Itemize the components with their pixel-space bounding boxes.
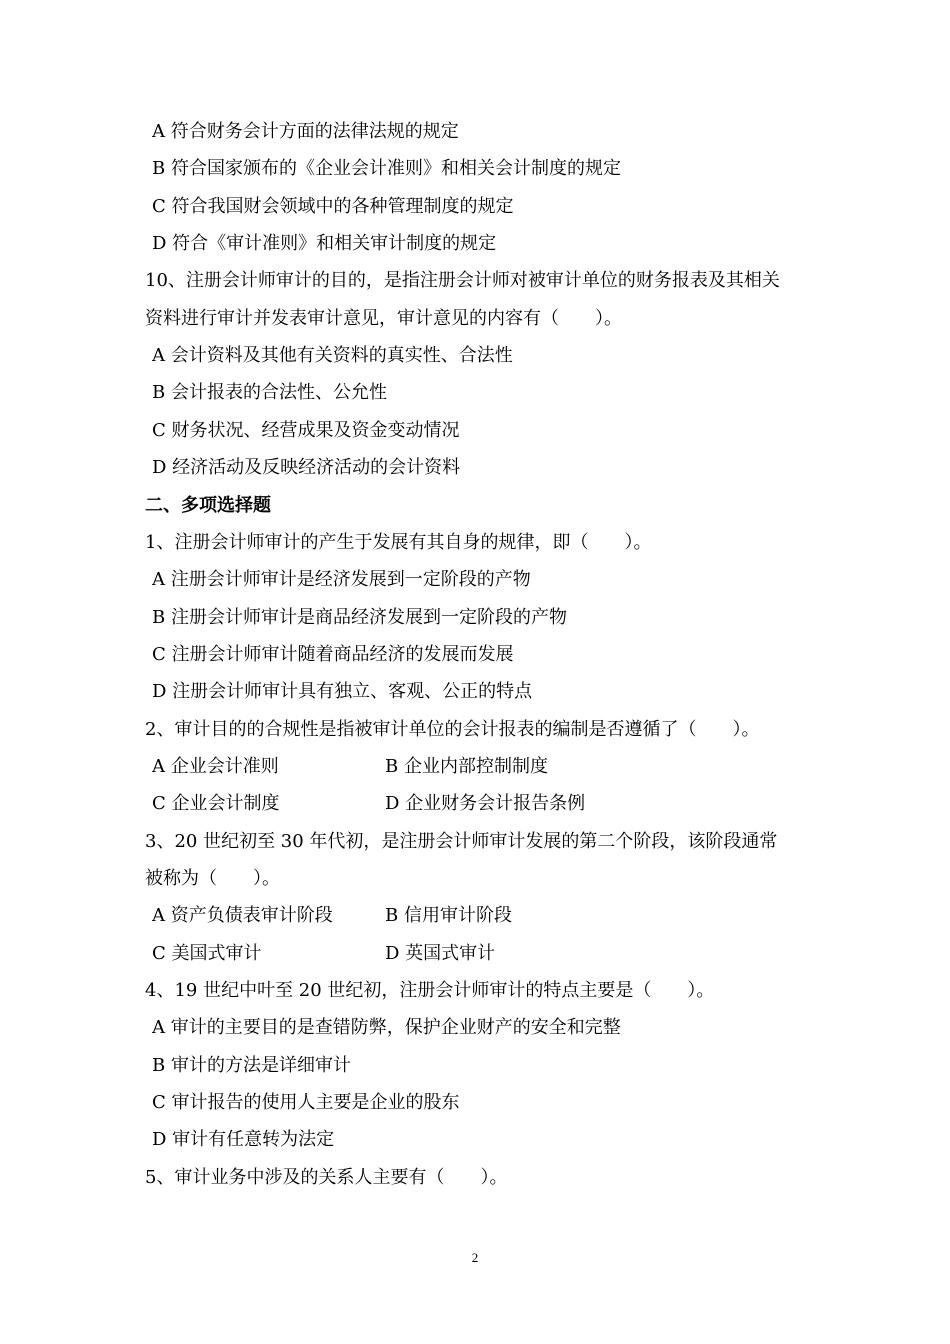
- mq5-text: 5、审计业务中涉及的关系人主要有（ ）。: [145, 1167, 508, 1188]
- mq2-option-a: A 企业会计准则: [152, 756, 279, 777]
- q9-option-c: C 符合我国财会领域中的各种管理制度的规定: [152, 196, 514, 217]
- mq4-option-b: B 审计的方法是详细审计: [152, 1055, 351, 1076]
- mq2-option-d: D 企业财务会计报告条例: [385, 793, 586, 814]
- mq3-option-a: A 资产负债表审计阶段: [152, 905, 333, 926]
- mq3-option-c: C 美国式审计: [152, 943, 262, 964]
- mq2-option-b: B 企业内部控制制度: [385, 756, 548, 777]
- mq2-option-c: C 企业会计制度: [152, 793, 280, 814]
- q9-option-d: D 符合《审计准则》和相关审计制度的规定: [152, 233, 497, 254]
- mq1-option-a: A 注册会计师审计是经济发展到一定阶段的产物: [152, 569, 531, 590]
- mq4-option-d: D 审计有任意转为法定: [152, 1129, 335, 1150]
- mq1-option-b: B 注册会计师审计是商品经济发展到一定阶段的产物: [152, 607, 567, 628]
- q10-text-line-2: 资料进行审计并发表审计意见，审计意见的内容有（ ）。: [145, 308, 622, 329]
- q10-option-d: D 经济活动及反映经济活动的会计资料: [152, 457, 461, 478]
- q9-option-b: B 符合国家颁布的《企业会计准则》和相关会计制度的规定: [152, 158, 621, 179]
- mq1-option-d: D 注册会计师审计具有独立、客观、公正的特点: [152, 681, 533, 702]
- mq3-option-d: D 英国式审计: [385, 943, 496, 964]
- mq4-option-a: A 审计的主要目的是查错防弊，保护企业财产的安全和完整: [152, 1017, 621, 1038]
- mq3-text-line-2: 被称为（ ）。: [145, 868, 280, 889]
- q10-text-line-1: 10、注册会计师审计的目的，是指注册会计师对被审计单位的财务报表及其相关: [145, 270, 780, 291]
- q10-option-a: A 会计资料及其他有关资料的真实性、合法性: [152, 345, 513, 366]
- mq3-text-line-1: 3、20 世纪初至 30 年代初，是注册会计师审计发展的第二个阶段，该阶段通常: [145, 831, 778, 852]
- mq2-text: 2、审计目的的合规性是指被审计单位的会计报表的编制是否遵循了（ ）。: [145, 719, 760, 740]
- mq4-text: 4、19 世纪中叶至 20 世纪初，注册会计师审计的特点主要是（ ）。: [145, 980, 715, 1001]
- q10-option-b: B 会计报表的合法性、公允性: [152, 382, 387, 403]
- mq4-option-c: C 审计报告的使用人主要是企业的股东: [152, 1092, 460, 1113]
- mq1-option-c: C 注册会计师审计随着商品经济的发展而发展: [152, 644, 514, 665]
- q9-option-a: A 符合财务会计方面的法律法规的规定: [152, 121, 459, 142]
- section-heading-multiple-choice: 二、多项选择题: [145, 495, 271, 516]
- mq3-option-b: B 信用审计阶段: [385, 905, 512, 926]
- q10-option-c: C 财务状况、经营成果及资金变动情况: [152, 420, 460, 441]
- mq1-text: 1、注册会计师审计的产生于发展有其自身的规律，即（ ）。: [145, 532, 652, 553]
- page-number: 2: [471, 1250, 479, 1265]
